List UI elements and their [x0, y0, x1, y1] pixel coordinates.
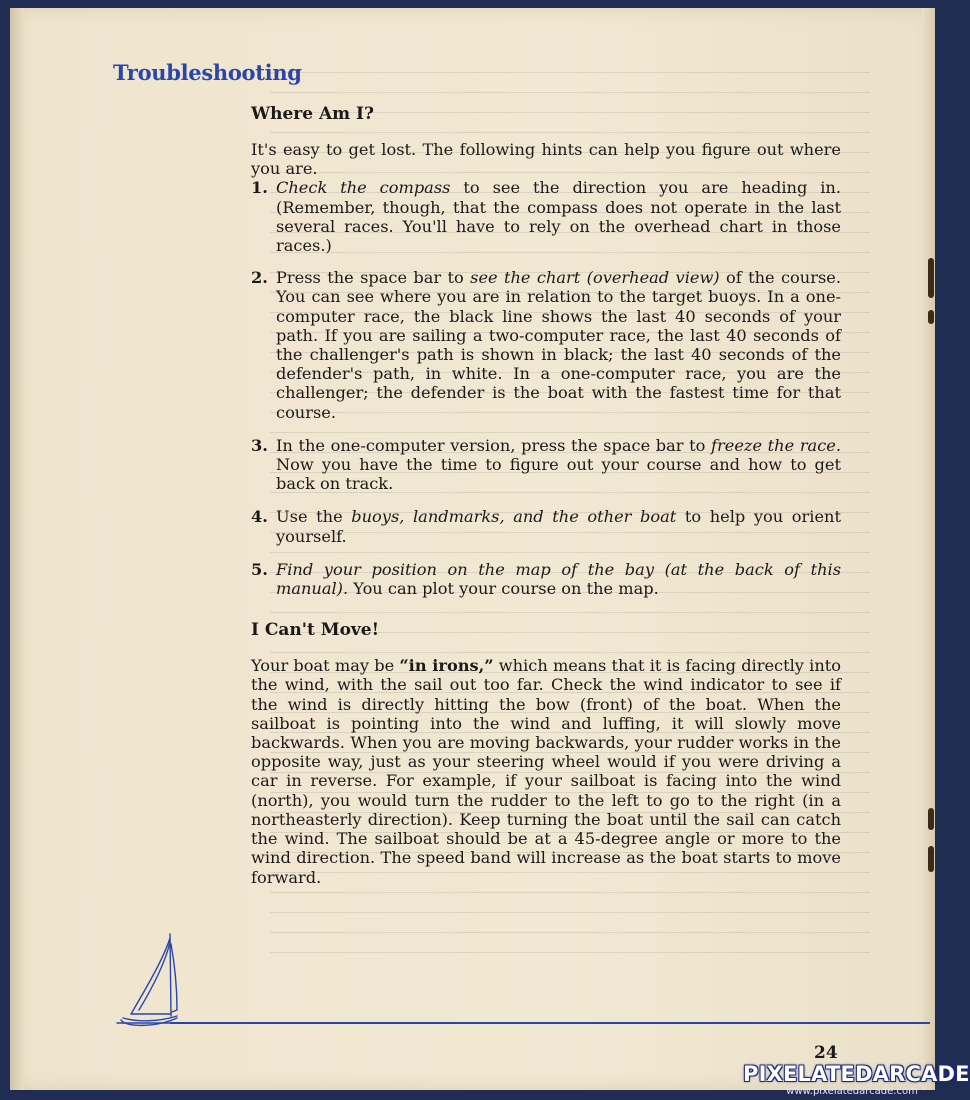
hint-number: 5. [251, 559, 268, 579]
binder-mark [928, 808, 934, 830]
hint-item [251, 436, 841, 494]
cant-move-heading: I Can't Move! [251, 620, 380, 641]
page-right-edge [922, 8, 935, 1090]
spacer [251, 422, 841, 436]
where-am-i-intro: It's easy to get lost. The following hints can help you figure out where you are. [251, 140, 841, 179]
binder-mark [928, 846, 934, 872]
cant-move-paragraph [251, 656, 841, 886]
spacer [251, 255, 841, 268]
hint-emphasis: freeze the race. [711, 435, 841, 455]
hint-item [251, 268, 841, 422]
hint-text: Now you have the time to figure out your course and how to get back on track. [276, 455, 841, 494]
hint-number: 4. [251, 507, 268, 527]
hint-text: of the course. You can see where you are in relation to the target buoys. In a one-computer race, the black line shows the last 40 seconds of your path. If you are sailing a two-computer race, the last 40 seconds of the challenger's path is shown in black; the last 40 seconds of the defender's path, in white. In a one-computer race, you are the challenger; the defender is the boat with the fastest time for that course. [276, 268, 841, 422]
sailboat-icon [115, 930, 185, 1030]
hint-item [251, 178, 841, 255]
hint-text: Press the space bar to [276, 268, 471, 288]
hint-emphasis: Check the compass [276, 178, 451, 198]
hint-number: 3. [251, 435, 268, 455]
cant-move-text: which means that it is facing directly into the wind, with the sail out too far. Check the wind indicator to see if the wind is directly hitting the bow (front) of the boat. When the sailboat is pointing into the wind and luffing, it will slowly move backwards. When you are moving backwards, your rudder works in the opposite way, just as your steering wheel would if you were driving a car in reverse. For example, if your sailboat is facing into the wind (north), you would turn the rudder to the left to go to the right (in a northeasterly direction). Keep turning the boat until the sail can catch the wind. The sailboat should be at a 45-degree angle or more to the wind direction. The speed band will increase as the boat starts to move forward. [251, 656, 842, 887]
hint-item [251, 507, 841, 545]
binder-mark [928, 258, 934, 298]
page-spine-shadow [10, 8, 24, 1090]
spacer [251, 546, 841, 560]
section-title: Troubleshooting [113, 60, 302, 85]
hint-emphasis: Find your position on the map of the bay (at the back of this manual). [276, 559, 841, 599]
in-irons-term: “in irons,” [399, 656, 494, 676]
page-body [251, 104, 841, 887]
hint-list [251, 178, 841, 598]
hint-emphasis: buoys, landmarks, and the other boat [351, 507, 677, 527]
page-number: 24 [814, 1043, 838, 1063]
hint-text: Use the [276, 507, 352, 527]
hint-item [251, 560, 841, 598]
hint-number: 2. [251, 268, 268, 288]
cant-move-text: Your boat may be [251, 656, 400, 676]
hint-text: to help you orient yourself. [276, 507, 841, 546]
spacer [251, 493, 841, 507]
hint-text: In the one-computer version, press the space bar to [276, 435, 712, 455]
hint-number: 1. [251, 178, 268, 198]
watermark-brand: PIXELATEDARCADE [743, 1062, 970, 1086]
hint-text: You can plot your course on the map. [348, 579, 659, 599]
hint-text: to see the direction you are heading in. (Remember, though, that the compass does not operate in the last several races. You'll have to rely on the overhead chart in those races.) [276, 178, 841, 256]
watermark-url: www.pixelatedarcade.com [786, 1086, 918, 1097]
hint-emphasis: see the chart (overhead view) [470, 268, 720, 288]
where-am-i-heading: Where Am I? [251, 104, 374, 124]
spacer [251, 598, 841, 620]
binder-mark [928, 310, 934, 324]
footer-rule [170, 1022, 930, 1024]
